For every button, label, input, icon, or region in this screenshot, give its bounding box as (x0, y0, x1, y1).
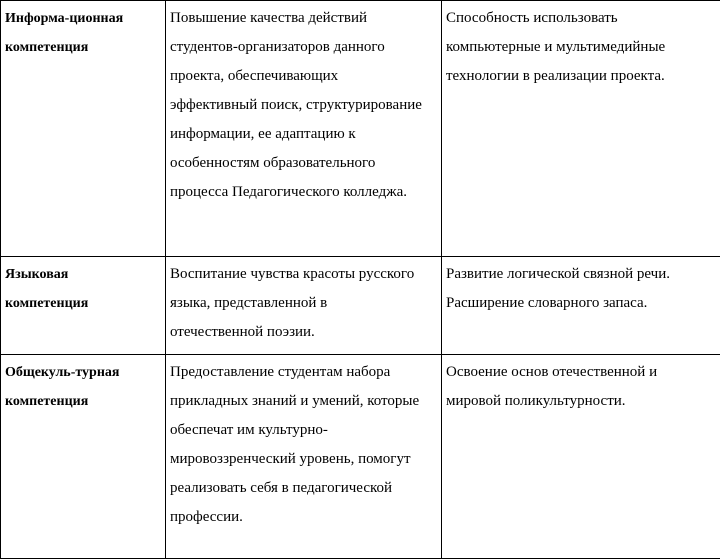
goal-line: информации, ее адаптацию к (170, 120, 437, 149)
competence-line: компетенция (5, 387, 161, 416)
goal-cell (166, 355, 442, 559)
result-line: мировой поликультурности. (446, 387, 718, 416)
competence-line: Информа-ционная (5, 4, 161, 33)
goal-line: студентов-организаторов данного (170, 33, 437, 62)
goal-line: обеспечат им культурно- (170, 416, 437, 445)
goal-line: прикладных знаний и умений, которые (170, 387, 437, 416)
goal-line: процесса Педагогического колледжа. (170, 178, 437, 207)
result-line: Развитие логической связной речи. (446, 260, 718, 289)
table-row-cultural (1, 355, 720, 559)
competence-line: Общекуль-турная (5, 358, 161, 387)
table-row-language (1, 257, 720, 355)
goal-line: мировоззренческий уровень, помогут (170, 445, 437, 474)
result-line: Способность использовать (446, 4, 718, 33)
competence-line: компетенция (5, 33, 161, 62)
result-cell (442, 1, 720, 257)
result-cell (442, 257, 720, 355)
result-cell (442, 355, 720, 559)
competence-cell (1, 1, 166, 257)
result-line: компьютерные и мультимедийные (446, 33, 718, 62)
goal-cell (166, 1, 442, 257)
result-line: Освоение основ отечественной и (446, 358, 718, 387)
competence-line: Языковая (5, 260, 161, 289)
competence-cell (1, 355, 166, 559)
goal-line: Повышение качества действий (170, 4, 437, 33)
goal-cell (166, 257, 442, 355)
goal-line: проекта, обеспечивающих (170, 62, 437, 91)
goal-line: Предоставление студентам набора (170, 358, 437, 387)
goal-line: профессии. (170, 503, 437, 532)
goal-line: языка, представленной в (170, 289, 437, 318)
goal-line: особенностям образовательного (170, 149, 437, 178)
goal-line: Воспитание чувства красоты русского (170, 260, 437, 289)
competence-line: компетенция (5, 289, 161, 318)
result-line: Расширение словарного запаса. (446, 289, 718, 318)
competence-cell (1, 257, 166, 355)
goal-line: эффективный поиск, структурирование (170, 91, 437, 120)
goal-line: отечественной поэзии. (170, 318, 437, 347)
table-row-information (1, 1, 720, 257)
result-line: технологии в реализации проекта. (446, 62, 718, 91)
goal-line: реализовать себя в педагогической (170, 474, 437, 503)
